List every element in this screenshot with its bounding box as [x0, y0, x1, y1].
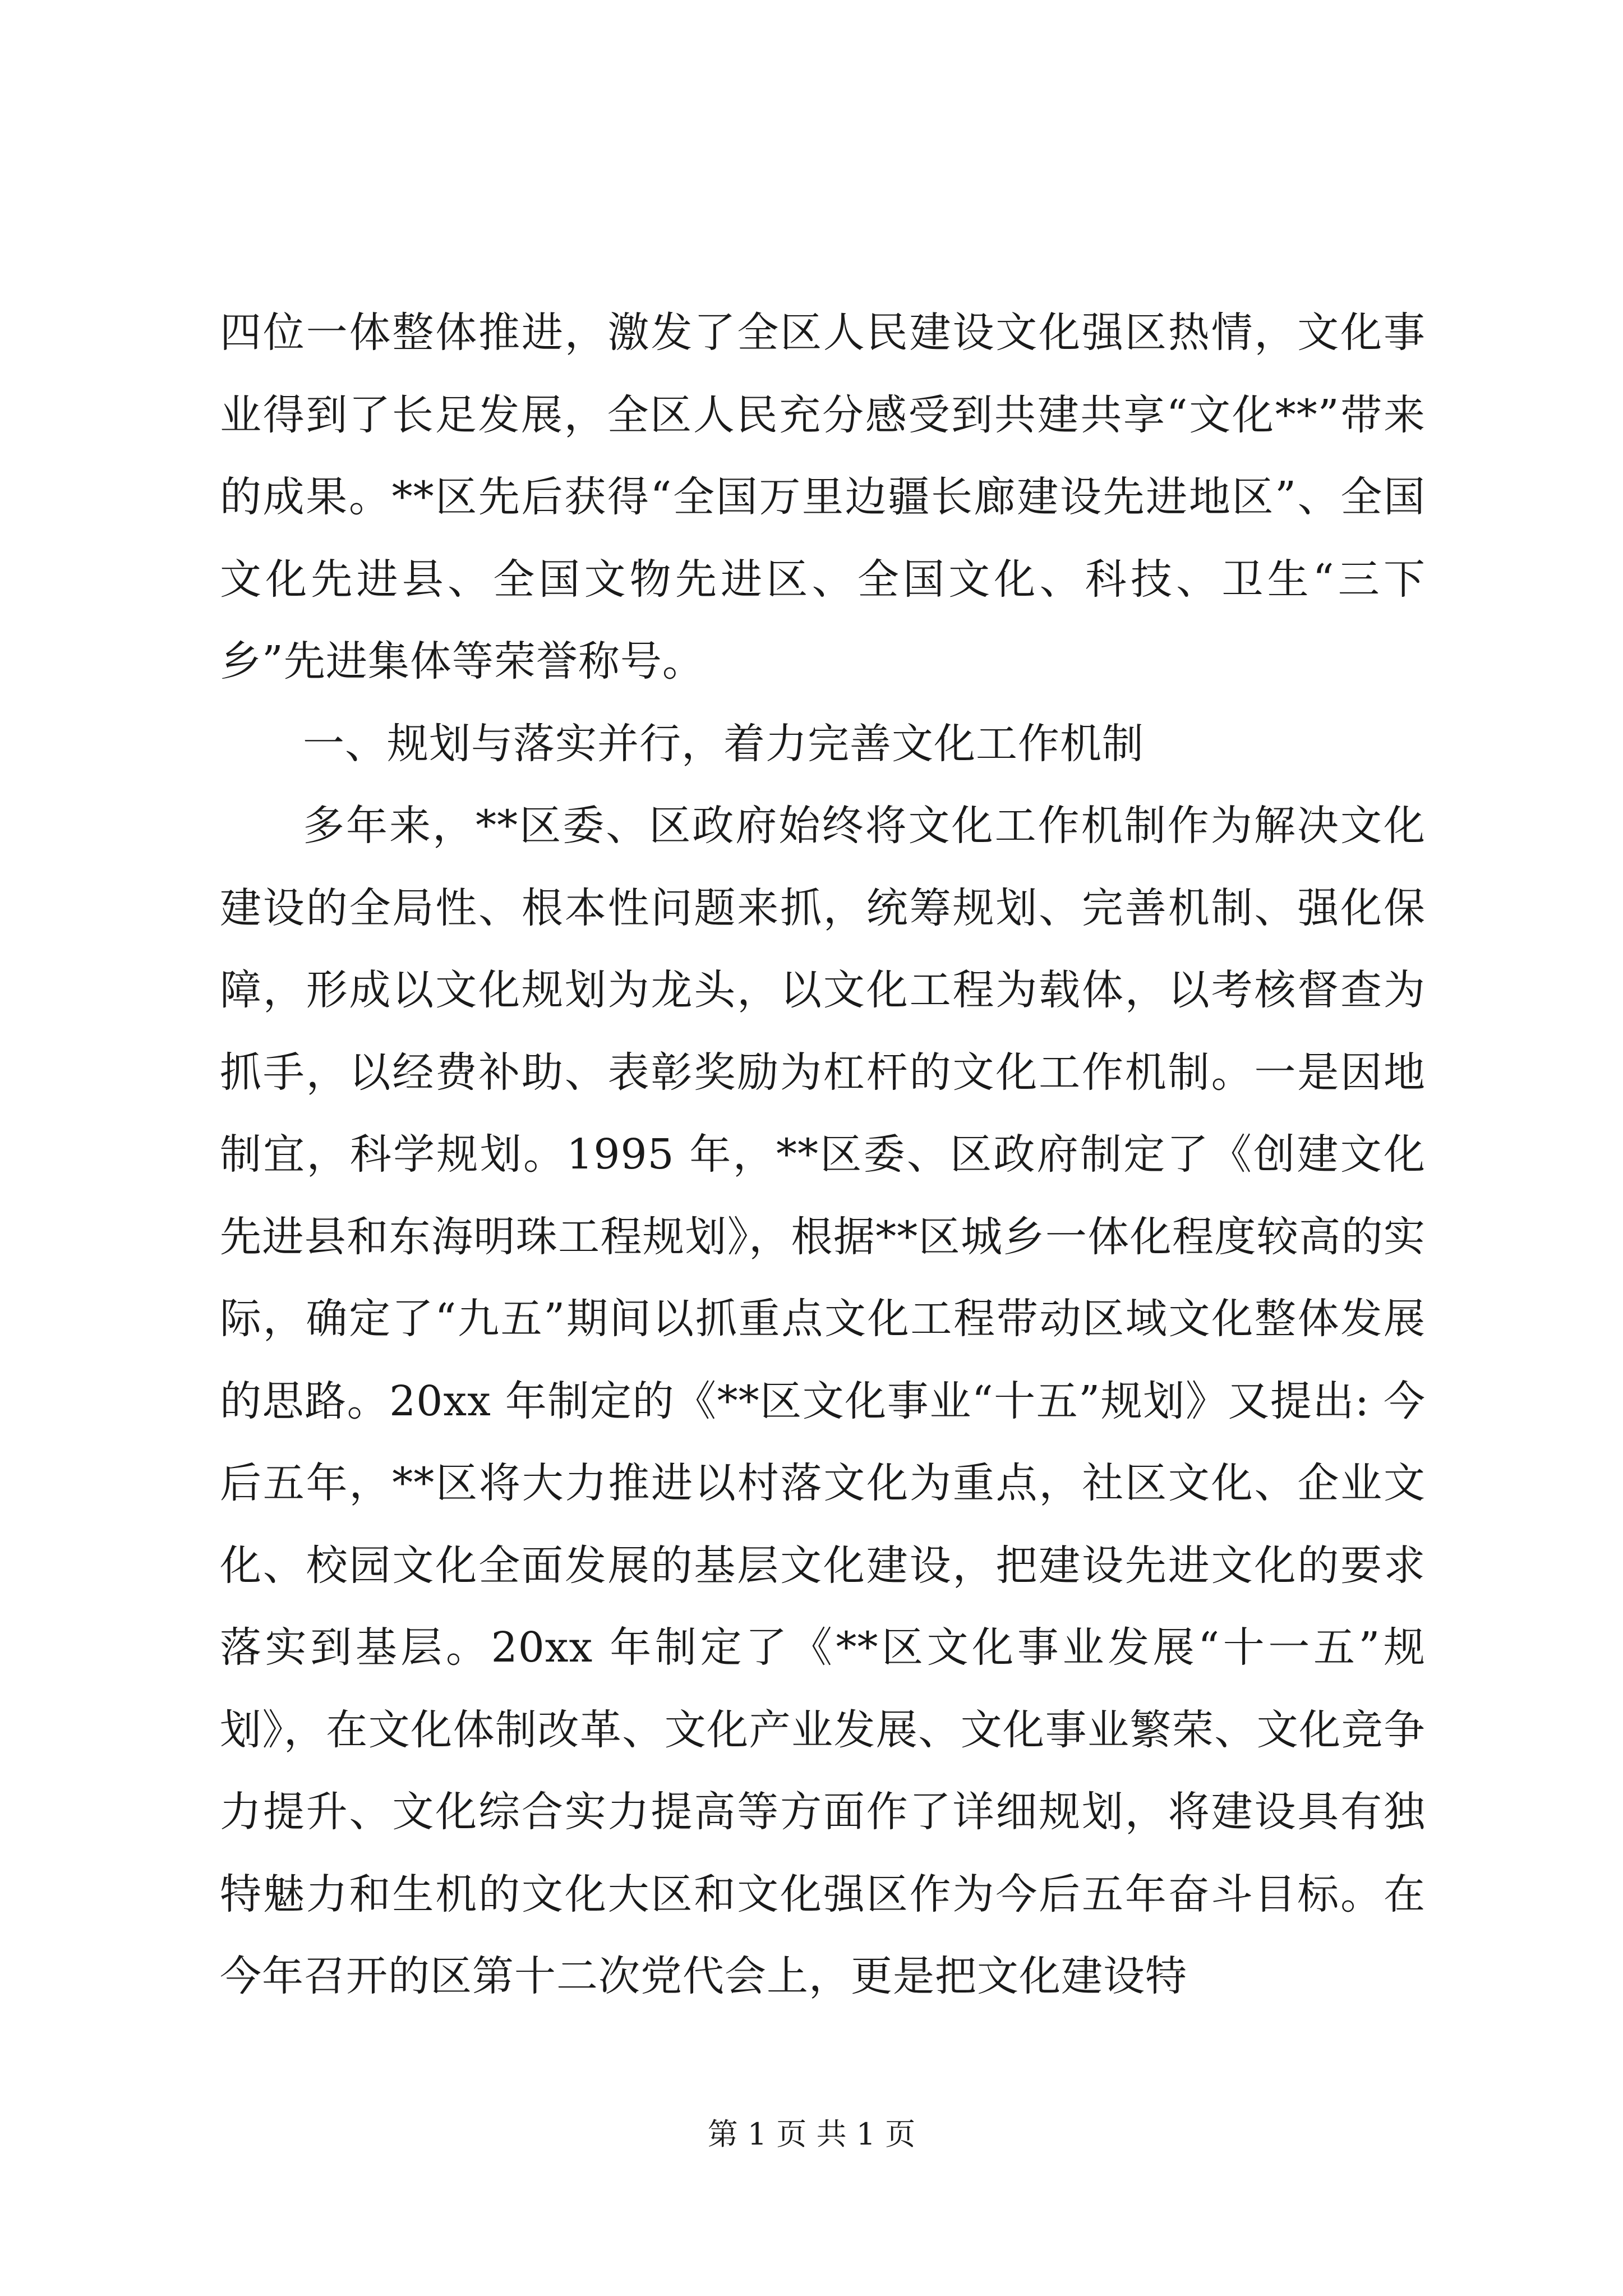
body-paragraph-2: 多年来，**区委、区政府始终将文化工作机制作为解决文化建设的全局性、根本性问题来抓，统筹规划、完善机制、强化保障，形成以文化规划为龙头，以文化工程为载体，以考核督查为抓手，以经费补助、表彰奖励为杠杆的文化工作机制。一是因地制宜，科学规划。1995 年，**区委、区政府制定了《创建文化先进县和东海明珠工程规划》，根据**区城乡一体化程度较高的实际，确定了“九五”期间以抓重点文化工程带动区域文化整体发展的思路。20xx 年制定的《**区文化事业“十五”规划》又提出: 今后五年，**区将大力推进以村落文化为重点，社区文化、企业文化、校园文化全面发展的基层文化建设，把建设先进文化的要求落实到基层。20xx 年制定了《**区文化事业发展“十一五”规划》，在文化体制改革、文化产业发展、文化事业繁荣、文化竞争力提升、文化综合实力提高等方面作了详细规划，将建设具有独特魅力和生机的文化大区和文化强区作为今后五年奋斗目标。在今年召开的区第十二次党代会上，更是把文化建设特 [220, 802, 1426, 2000]
body-paragraph-1: 四位一体整体推进，激发了全区人民建设文化强区热情，文化事业得到了长足发展，全区人民充分感受到共建共享“文化**”带来的成果。**区先后获得“全国万里边疆长廊建设先进地区”、全国文化先进县、全国文物先进区、全国文化、科技、卫生“三下乡”先进集体等荣誉称号。 [220, 309, 1426, 685]
page-footer: 第 1 页 共 1 页 [707, 2116, 916, 2152]
section-heading-1: 一、规划与落实并行，着力完善文化工作机制 [303, 719, 1144, 768]
document-body [220, 292, 1426, 2018]
